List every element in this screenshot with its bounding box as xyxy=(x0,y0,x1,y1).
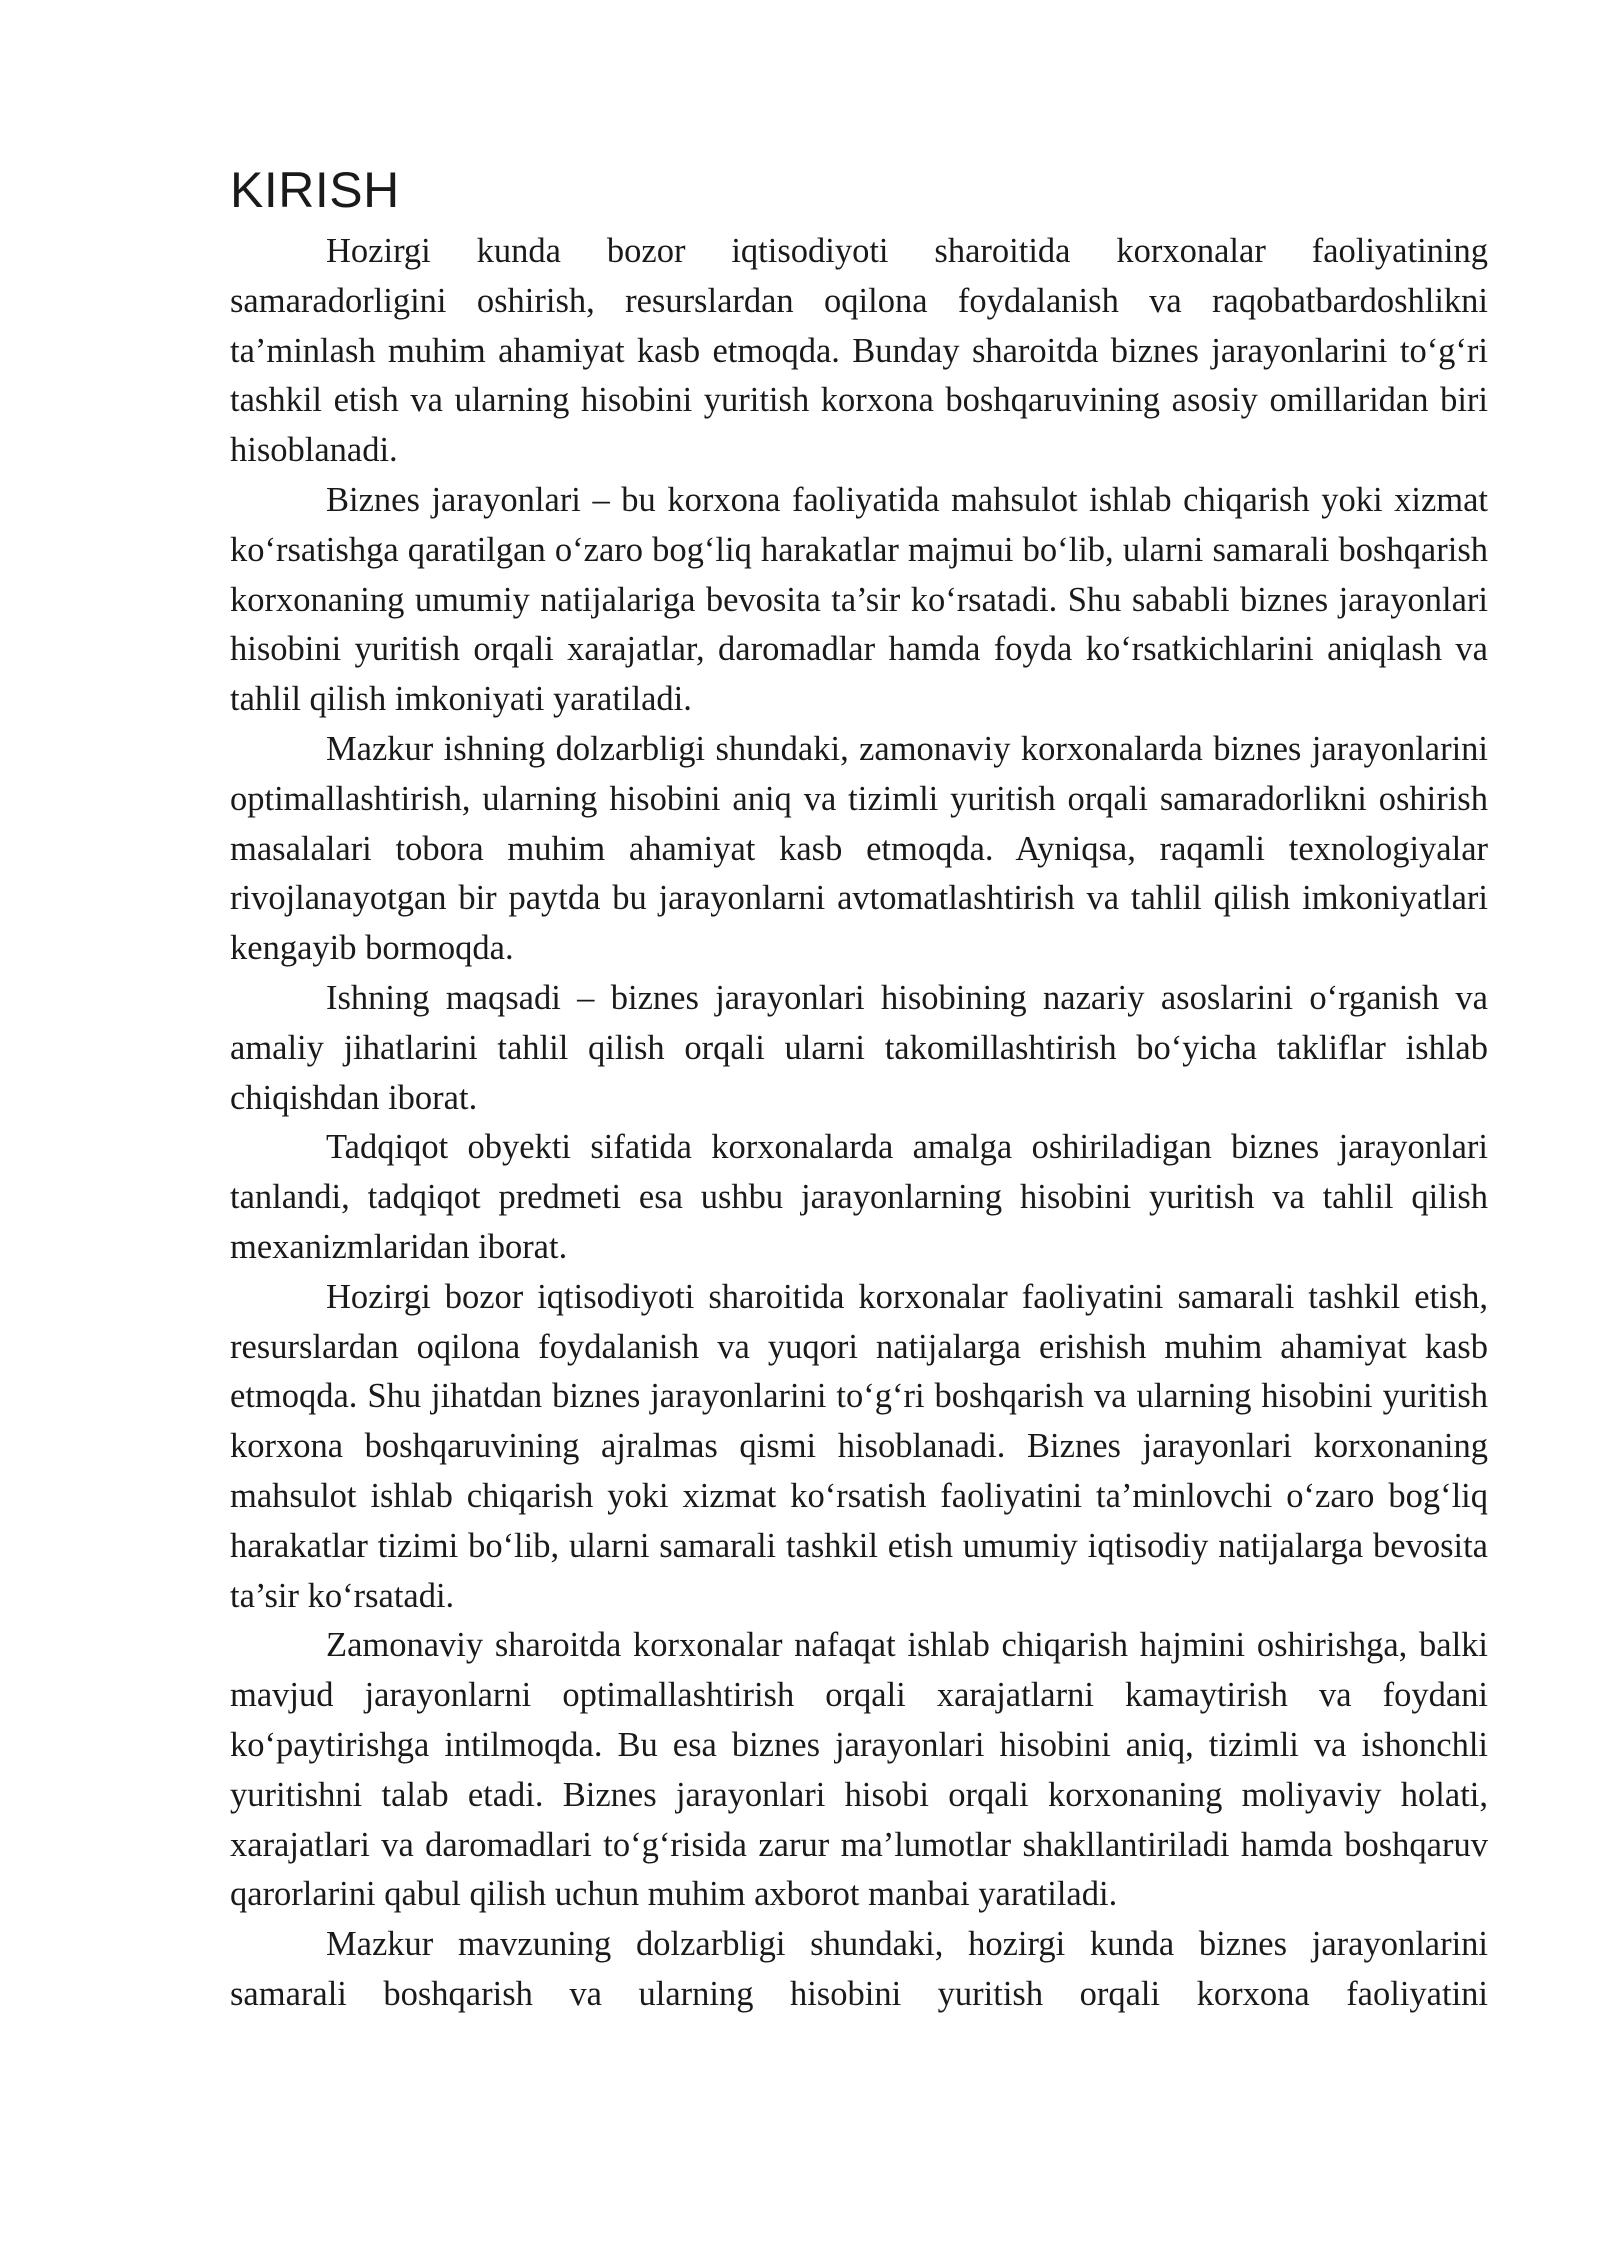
section-heading: KIRISH xyxy=(230,162,400,218)
paragraph-3: Mazkur ishning dolzarbligi shundaki, zamonaviy korxonalarda biznes jarayonlarini optimallashtirish, ularning hisobini aniq va tizimli yuritish orqali samaradorlikni oshirish masalalari tobora muhim ahamiyat kasb etmoqda. Ayniqsa, raqamli texnologiyalar rivojlanayotgan bir paytda bu jarayonlarni avtomatlashtirish va tahlil qilish imkoniyatlari kengayib bormoqda. xyxy=(230,729,1488,968)
paragraph-7: Zamonaviy sharoitda korxonalar nafaqat ishlab chiqarish hajmini oshirishga, balki mavjud jarayonlarni optimallashtirish orqali xarajatlarni kamaytirish va foydani ko‘paytirishga intilmoqda. Bu esa biznes jarayonlari hisobini aniq, tizimli va ishonchli yuritishni talab etadi. Biznes jarayonlari hisobi orqali korxonaning moliyaviy holati, xarajatlari va daromadlari to‘g‘risida zarur ma’lumotlar shakllantiriladi hamda boshqaruv qarorlarini qabul qilish uchun muhim axborot manbai yaratiladi. xyxy=(230,1626,1488,1914)
paragraph-6: Hozirgi bozor iqtisodiyoti sharoitida korxonalar faoliyatini samarali tashkil etish, resurslardan oqilona foydalanish va yuqori natijalarga erishish muhim ahamiyat kasb etmoqda. Shu jihatdan biznes jarayonlarini to‘g‘ri boshqarish va ularning hisobini yuritish korxona boshqaruvining ajralmas qismi hisoblanadi. Biznes jarayonlari korxonaning mahsulot ishlab chiqarish yoki xizmat ko‘rsatish faoliyatini ta’minlovchi o‘zaro bog‘liq harakatlar tizimi bo‘lib, ularni samarali tashkil etish umumiy iqtisodiy natijalarga bevosita ta’sir ko‘rsatadi. xyxy=(230,1277,1488,1615)
paragraph-1: Hozirgi kunda bozor iqtisodiyoti sharoitida korxonalar faoliyatining samaradorligini oshirish, resurslardan oqilona foydalanish va raqobatbardoshlikni ta’minlash muhim ahamiyat kasb etmoqda. Bunday sharoitda biznes jarayonlarini to‘g‘ri tashkil etish va ularning hisobini yuritish korxona boshqaruvining asosiy omillaridan biri hisoblanadi. xyxy=(230,232,1488,470)
paragraph-8: Mazkur mavzuning dolzarbligi shundaki, hozirgi kunda biznes jarayonlarini samarali boshqarish va ularning hisobini yuritish orqali korxona faoliyatini xyxy=(230,1925,1488,2013)
paragraph-4: Ishning maqsadi – biznes jarayonlari hisobining nazariy asoslarini o‘rganish va amaliy jihatlarini tahlil qilish orqali ularni takomillashtirish bo‘yicha takliflar ishlab chiqishdan iborat. xyxy=(230,978,1488,1117)
page-content xyxy=(230,155,1488,2020)
paragraph-5: Tadqiqot obyekti sifatida korxonalarda amalga oshiriladigan biznes jarayonlari tanlandi, tadqiqot predmeti esa ushbu jarayonlarning hisobini yuritish va tahlil qilish mexanizmlaridan iborat. xyxy=(230,1128,1488,1266)
paragraph-2: Biznes jarayonlari – bu korxona faoliyatida mahsulot ishlab chiqarish yoki xizmat ko‘rsatishga qaratilgan o‘zaro bog‘liq harakatlar majmui bo‘lib, ularni samarali boshqarish korxonaning umumiy natijalariga bevosita ta’sir ko‘rsatadi. Shu sababli biznes jarayonlari hisobini yuritish orqali xarajatlar, daromadlar hamda foyda ko‘rsatkichlarini aniqlash va tahlil qilish imkoniyati yaratiladi. xyxy=(230,480,1488,719)
